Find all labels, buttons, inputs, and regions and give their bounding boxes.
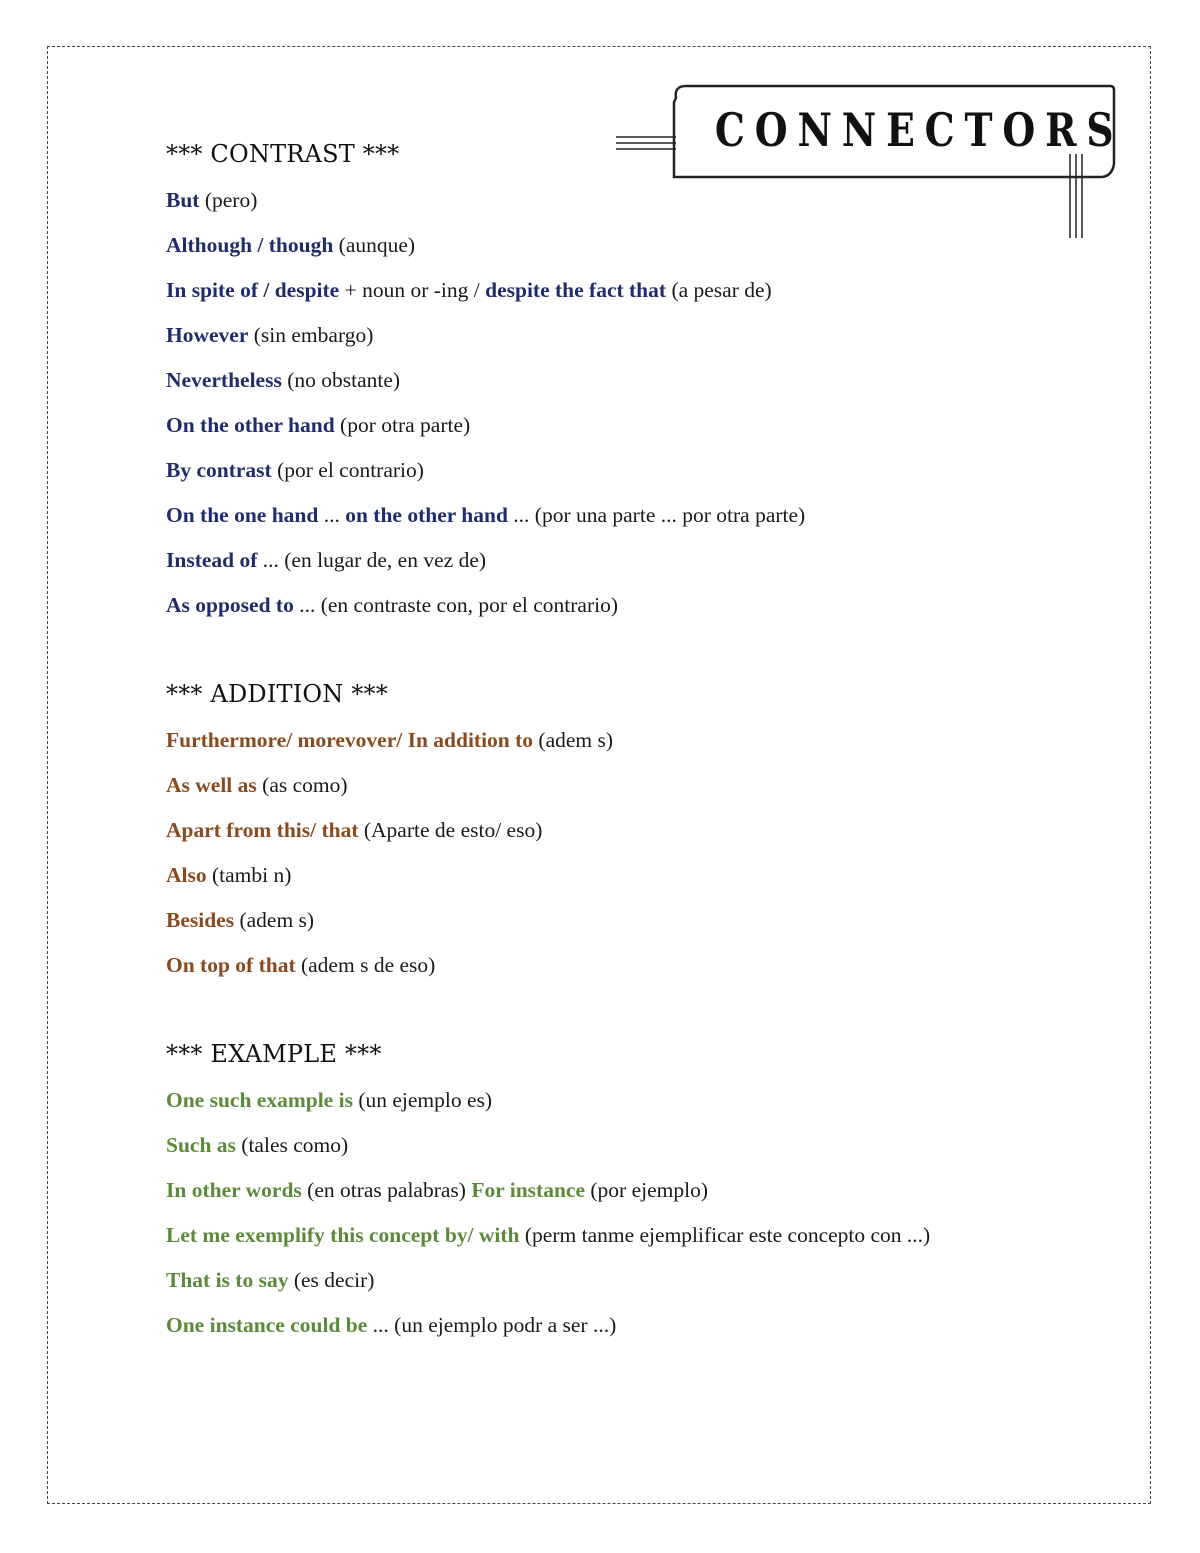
connector-term: On the one hand	[166, 503, 319, 527]
connector-term: That is to say	[166, 1268, 289, 1292]
connector-translation: + noun or -ing /	[339, 278, 486, 302]
connectors-list	[166, 134, 1126, 1348]
connector-term: Nevertheless	[166, 368, 282, 392]
section-heading-example: *** EXAMPLE ***	[166, 1040, 382, 1068]
connector-entry	[166, 763, 1126, 808]
connector-translation: (a pesar de)	[666, 278, 772, 302]
connector-entry	[166, 718, 1126, 763]
connector-translation: (pero)	[199, 188, 258, 212]
connector-term: on the other hand	[345, 503, 508, 527]
connector-term: Let me exemplify this concept by/ with	[166, 1223, 520, 1247]
connector-term: On the other hand	[166, 413, 335, 437]
connector-term: In other words	[166, 1178, 302, 1202]
connector-translation: (adem s)	[533, 728, 614, 752]
connector-translation: (un ejemplo es)	[352, 1088, 493, 1112]
connector-translation: ... (por una parte ... por otra parte)	[507, 503, 806, 527]
connector-translation: (por otra parte)	[334, 413, 471, 437]
connector-term: One such example is	[166, 1088, 353, 1112]
connector-translation: (no obstante)	[281, 368, 401, 392]
connector-entry	[166, 583, 1126, 628]
connector-term: Such as	[166, 1133, 236, 1157]
connector-term: By contrast	[166, 458, 272, 482]
connector-term: For instance	[471, 1178, 586, 1202]
connector-entry	[166, 1213, 1126, 1258]
connector-translation: (tambi n)	[206, 863, 292, 887]
section-heading-contrast: *** CONTRAST ***	[166, 140, 400, 168]
connector-term: Besides	[166, 908, 235, 932]
connector-entry	[166, 448, 1126, 493]
connector-translation: (por el contrario)	[271, 458, 424, 482]
connector-entry	[166, 223, 1126, 268]
page-title: CONNECTORS	[714, 103, 1124, 157]
connector-translation: (perm tanme ejemplificar este concepto con ...)	[519, 1223, 931, 1247]
connector-term: Although / though	[166, 233, 334, 257]
connector-term: However	[166, 323, 249, 347]
connector-entry	[166, 943, 1126, 988]
connector-entry	[166, 358, 1126, 403]
connector-entry	[166, 1168, 1126, 1213]
connector-translation: (as como)	[256, 773, 348, 797]
connector-translation: (es decir)	[288, 1268, 375, 1292]
connector-translation: (en otras palabras)	[301, 1178, 472, 1202]
connector-entry	[166, 898, 1126, 943]
connector-translation: ... (en lugar de, en vez de)	[257, 548, 487, 572]
connector-entry	[166, 403, 1126, 448]
connector-translation: (sin embargo)	[248, 323, 374, 347]
connector-entry	[166, 538, 1126, 583]
connector-entry	[166, 853, 1126, 898]
connector-translation: ... (un ejemplo podr a ser ...)	[367, 1313, 617, 1337]
connector-entry	[166, 808, 1126, 853]
connector-translation: (por ejemplo)	[585, 1178, 709, 1202]
section-addition	[166, 674, 1126, 988]
connector-entry	[166, 493, 1126, 538]
connector-translation: (adem s)	[234, 908, 315, 932]
connector-entry	[166, 178, 1126, 223]
section-contrast	[166, 134, 1126, 628]
connector-term: Apart from this/ that	[166, 818, 359, 842]
connector-entry	[166, 268, 1126, 313]
section-heading-addition: *** ADDITION ***	[166, 680, 388, 708]
connector-entry	[166, 1078, 1126, 1123]
connector-term: Instead of	[166, 548, 258, 572]
connector-term: Furthermore/ morevover/ In addition to	[166, 728, 534, 752]
connector-translation: ... (en contraste con, por el contrario)	[293, 593, 619, 617]
connector-term: On top of that	[166, 953, 296, 977]
connector-entry	[166, 1123, 1126, 1168]
connector-translation: (adem s de eso)	[295, 953, 436, 977]
connector-entry	[166, 1258, 1126, 1303]
connector-translation: (tales como)	[235, 1133, 349, 1157]
connector-term: As opposed to	[166, 593, 294, 617]
connector-term: Also	[166, 863, 207, 887]
connector-entry	[166, 313, 1126, 358]
connector-term: But	[166, 188, 200, 212]
connector-term: One instance could be	[166, 1313, 368, 1337]
connector-translation: ...	[318, 503, 346, 527]
connector-entry	[166, 1303, 1126, 1348]
connector-translation: (Aparte de esto/ eso)	[358, 818, 543, 842]
section-example	[166, 1034, 1126, 1348]
connector-term: despite the fact that	[485, 278, 667, 302]
connector-term: In spite of / despite	[166, 278, 340, 302]
connector-term: As well as	[166, 773, 257, 797]
connector-translation: (aunque)	[333, 233, 416, 257]
